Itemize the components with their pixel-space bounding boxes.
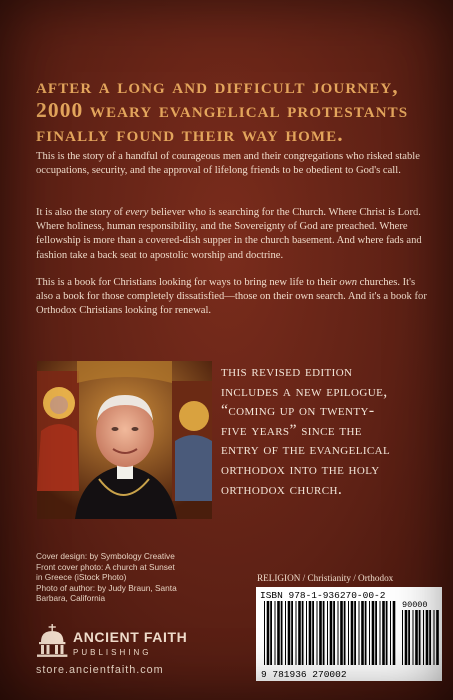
barcode-bar xyxy=(426,610,429,665)
barcode-bar xyxy=(267,601,270,665)
barcode-bar xyxy=(298,601,301,665)
barcode-bar xyxy=(390,601,391,665)
barcode-bar xyxy=(296,601,297,665)
description-paragraph-1: This is the story of a handful of courageous men and their congregations who risked stable occupations, security, and the approval of lifelong friends to be obedient to God's call. xyxy=(36,151,420,177)
barcode-bar xyxy=(348,601,349,665)
barcode-bar xyxy=(369,601,370,665)
barcode-bar xyxy=(333,601,335,665)
barcode-bar xyxy=(419,610,421,665)
barcode-bar xyxy=(351,601,354,665)
barcode-bar xyxy=(319,601,322,665)
barcode-bar xyxy=(340,601,343,665)
church-dome-icon xyxy=(37,624,67,657)
description-paragraph-2 xyxy=(36,206,428,263)
barcode-bar xyxy=(408,610,410,665)
description-paragraph-3 xyxy=(36,276,428,319)
publisher-logo xyxy=(36,622,216,662)
barcode-bar xyxy=(354,601,356,665)
barcode-digits: 9 781936 270002 xyxy=(261,669,347,680)
edition-line: orthodox into the holy xyxy=(221,460,380,478)
barcode-bar xyxy=(393,601,396,665)
headline-line: finally found their way home. xyxy=(36,122,344,146)
isbn-text: ISBN 978-1-936270-00-2 xyxy=(260,590,386,601)
edition-line: orthodox church. xyxy=(221,480,343,498)
barcode-bar xyxy=(291,601,293,665)
edition-line: “coming up on twenty- xyxy=(221,402,375,420)
barcode-bar xyxy=(386,601,388,665)
barcode-bar xyxy=(312,601,314,665)
headline-line: after a long and difficult journey, xyxy=(36,74,399,98)
credit-line: Front cover photo: A church at Sunset xyxy=(36,561,175,572)
barcode-bar xyxy=(415,610,418,665)
barcode-bar xyxy=(270,601,272,665)
barcode-bar xyxy=(423,610,424,665)
publisher-subtitle: PUBLISHING xyxy=(73,648,152,657)
paragraph-text: This is a book for Christians looking for ways to bring new life to their xyxy=(36,277,340,288)
credit-line: Photo of author: by Judy Braun, Santa xyxy=(36,582,177,593)
barcode-bar xyxy=(275,601,276,665)
edition-line: five years” since the xyxy=(221,421,362,439)
barcode-bar xyxy=(413,610,414,665)
barcode-bar xyxy=(264,601,265,665)
barcode-bar xyxy=(281,601,283,665)
headline xyxy=(36,74,436,146)
barcode-bar xyxy=(306,601,307,665)
barcode-bar xyxy=(402,610,403,665)
edition-line: includes a new epilogue, xyxy=(221,382,388,400)
paragraph-text: churches. It's also a book for those completely dissatisfied—those on their own search. And it's a book for Orthodox Christians looking for renewal. xyxy=(36,277,427,317)
barcode-bar xyxy=(288,601,291,665)
emphasis-text: own xyxy=(339,277,358,288)
credit-line: in Greece (iStock Photo) xyxy=(36,572,127,583)
barcode-bar xyxy=(380,601,381,665)
barcode-bar xyxy=(309,601,312,665)
addon-barcode-bars xyxy=(402,610,439,665)
paragraph-text: believer who is searching for the Church. Where Christ is Lord. Where holiness, human responsibility, and the Sovereignty of God are preached. Where fellowship is more than a covered-dish supper in the church basement. And where fads and fashion take a back seat to apostolic worship and doctrine. xyxy=(36,207,422,261)
isbn-barcode xyxy=(256,587,442,681)
barcode-bar xyxy=(330,601,333,665)
barcode-bar xyxy=(277,601,280,665)
barcode-bar xyxy=(372,601,375,665)
publisher-name: ANCIENT FAITH xyxy=(73,629,188,645)
barcode-bar xyxy=(382,601,385,665)
barcode-bar xyxy=(285,601,286,665)
paragraph-text: It is also the story of xyxy=(36,207,126,218)
credit-line: Cover design: by Symbology Creative xyxy=(36,551,175,561)
headline-line: 2000 weary evangelical protestants xyxy=(36,98,409,122)
barcode-bar xyxy=(429,610,431,665)
author-portrait-illustration xyxy=(37,361,212,519)
store-url: store.ancientfaith.com xyxy=(36,664,164,676)
edition-line: entry of the evangelical xyxy=(221,441,391,459)
barcode-bar xyxy=(434,610,435,665)
credit-line: Barbara, California xyxy=(36,593,106,604)
edition-line: this revised edition xyxy=(221,363,353,380)
barcode-bar xyxy=(344,601,346,665)
barcode-bar xyxy=(327,601,328,665)
main-barcode-bars xyxy=(264,601,395,665)
revised-edition-note xyxy=(221,362,436,499)
barcode-bar xyxy=(338,601,339,665)
barcode-bar xyxy=(302,601,304,665)
category-label: RELIGION / Christianity / Orthodox xyxy=(257,573,394,583)
cover-credits xyxy=(36,551,221,604)
barcode-graphic xyxy=(256,587,442,681)
barcode-bar xyxy=(323,601,325,665)
author-photo xyxy=(37,361,212,519)
barcode-bar xyxy=(359,601,360,665)
price-code-text: 90000 xyxy=(402,600,428,610)
barcode-bar xyxy=(405,610,408,665)
barcode-bar xyxy=(375,601,377,665)
barcode-bar xyxy=(365,601,367,665)
barcode-bar xyxy=(361,601,364,665)
emphasis-text: every xyxy=(125,207,149,218)
barcode-bar xyxy=(436,610,439,665)
barcode-bar xyxy=(317,601,318,665)
